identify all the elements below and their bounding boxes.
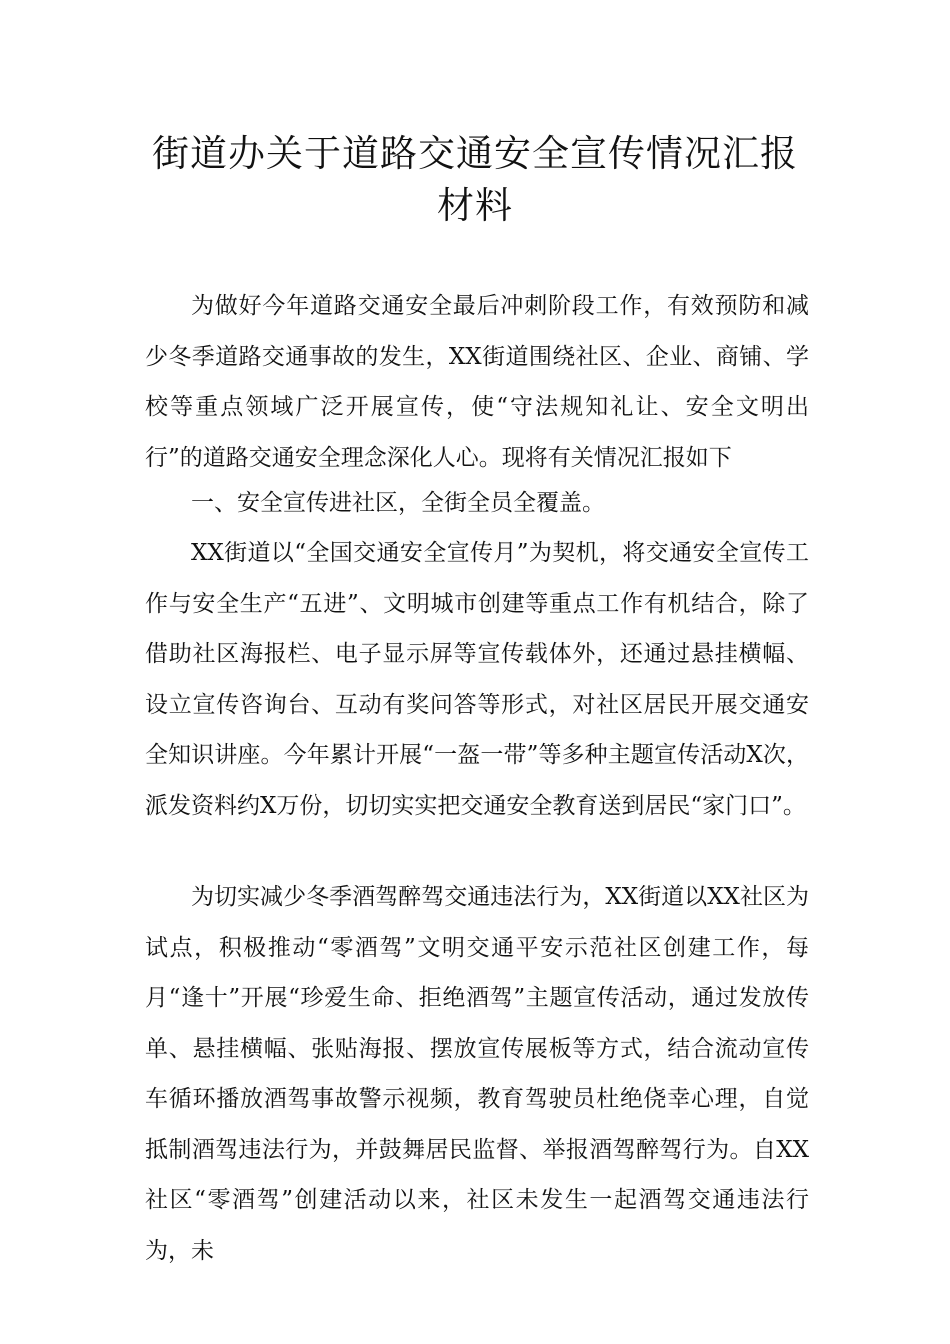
title-line-2: 材料 [437, 184, 513, 227]
section-heading-1: 一、安全宣传进社区，全街全员全覆盖。 [191, 490, 605, 516]
paragraph-drunk-driving: 为切实减少冬季酒驾醉驾交通违法行为，XX街道以XX社区为试点，积极推动“零酒驾”文明交通平安示范社区创建工作，每月“逢十”开展“珍爱生命、拒绝酒驾”主题宣传活动，通过发放传单、悬挂横幅、张贴海报、摆放宣传展板等方式，结合流动宣传车循环播放酒驾事故警示视频，教育驾驶员杜绝侥幸心理，自觉抵制酒驾违法行为，并鼓舞居民监督、举报酒驾醉驾行为。自XX社区“零酒驾”创建活动以来，社区未发生一起酒驾交通违法行为，未 [145, 884, 809, 1264]
paragraph-community-publicity: XX街道以“全国交通安全宣传月”为契机，将交通安全宣传工作与安全生产“五进”、文明城市创建等重点工作有机结合，除了借助社区海报栏、电子显示屏等宣传载体外，还通过悬挂横幅、设立宣传咨询台、互动有奖问答等形式，对社区居民开展交通安全知识讲座。今年累计开展“一盔一带”等多种主题宣传活动X次，派发资料约X万份，切切实实把交通安全教育送到居民“家门口”。 [145, 540, 809, 819]
paragraph-intro: 为做好今年道路交通安全最后冲刺阶段工作，有效预防和减少冬季道路交通事故的发生，XX街道围绕社区、企业、商铺、学校等重点领域广泛开展宣传，使“守法规知礼让、安全文明出行”的道路交通安全理念深化人心。现将有关情况汇报如下 [145, 293, 809, 471]
document-title [120, 128, 830, 232]
title-line-1: 街道办关于道路交通安全宣传情况汇报 [152, 132, 798, 175]
